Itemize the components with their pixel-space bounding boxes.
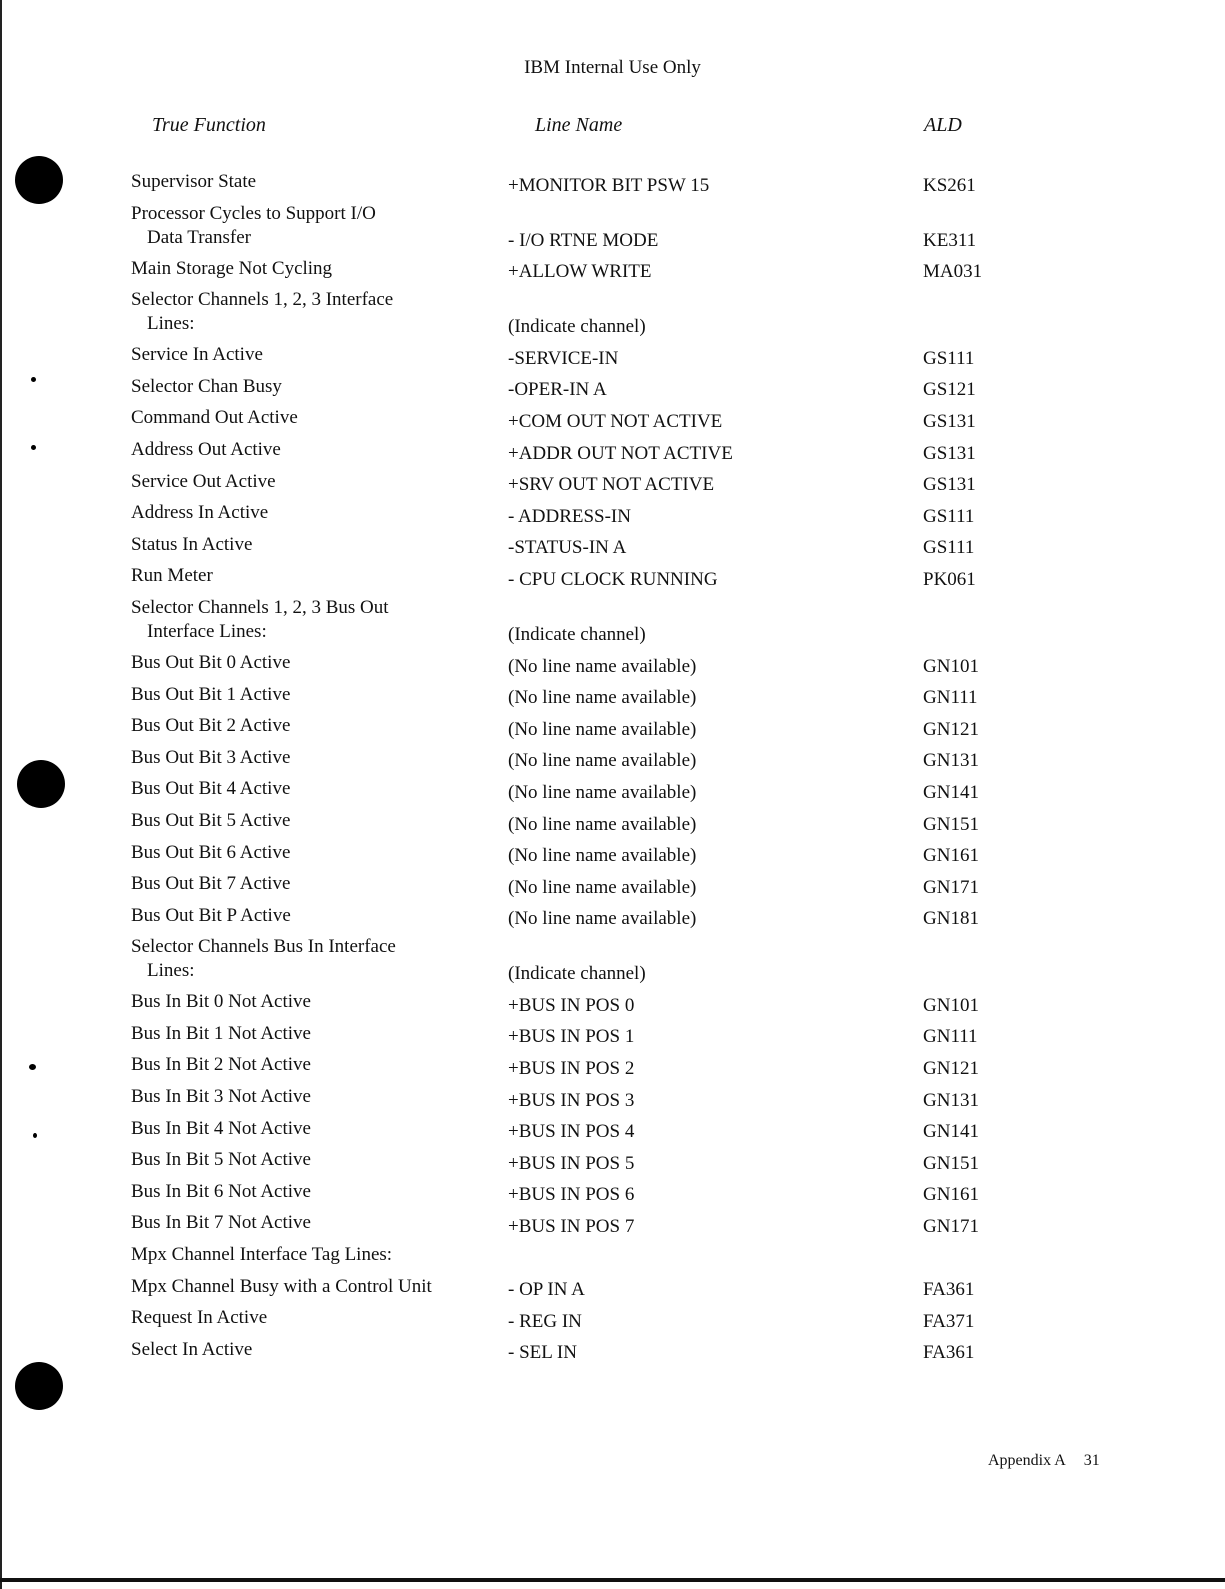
table-row bbox=[0, 1338, 1225, 1370]
ald-cell: GN181 bbox=[923, 908, 979, 930]
table-row bbox=[0, 438, 1225, 470]
true-function-cell bbox=[131, 990, 311, 1014]
table-row bbox=[0, 714, 1225, 746]
true-function-text: Address In Active bbox=[131, 502, 269, 524]
true-function-cell bbox=[131, 746, 290, 770]
table-row bbox=[0, 257, 1225, 289]
true-function-cell bbox=[131, 904, 291, 928]
table-row bbox=[0, 904, 1225, 936]
line-name-cell: +BUS IN POS 4 bbox=[508, 1121, 635, 1143]
ald-cell: GN121 bbox=[923, 718, 979, 740]
line-name-cell: +ALLOW WRITE bbox=[508, 261, 652, 283]
true-function-cell bbox=[131, 841, 290, 865]
ald-cell: GN131 bbox=[923, 750, 979, 772]
true-function-text: Bus In Bit 3 Not Active bbox=[131, 1086, 311, 1108]
table-row bbox=[0, 343, 1225, 375]
true-function-cell bbox=[131, 872, 290, 896]
table-row bbox=[0, 170, 1225, 202]
true-function-cell bbox=[131, 406, 298, 430]
table-row bbox=[0, 1211, 1225, 1243]
true-function-cell bbox=[131, 1306, 267, 1330]
true-function-text: Service Out Active bbox=[131, 470, 276, 492]
true-function-cell bbox=[131, 1180, 311, 1204]
line-name-cell: -SERVICE-IN bbox=[508, 347, 619, 369]
table-row bbox=[0, 777, 1225, 809]
line-name-cell: (No line name available) bbox=[508, 908, 697, 930]
true-function-text: Supervisor State bbox=[131, 171, 257, 192]
line-name-cell: (No line name available) bbox=[508, 845, 697, 867]
table-row bbox=[0, 841, 1225, 873]
bottom-edge-rule bbox=[0, 1578, 1225, 1582]
ald-cell: GN111 bbox=[923, 1026, 978, 1048]
true-function-text: Bus In Bit 1 Not Active bbox=[131, 1022, 311, 1044]
ald-cell: GS131 bbox=[923, 474, 976, 496]
ald-cell: GN161 bbox=[923, 845, 979, 867]
line-name-cell: +ADDR OUT NOT ACTIVE bbox=[508, 442, 733, 464]
true-function-text: Selector Channels 1, 2, 3 Bus Out bbox=[131, 596, 389, 618]
line-name-cell: (No line name available) bbox=[508, 876, 697, 898]
ald-cell: GN131 bbox=[923, 1089, 979, 1111]
true-function-text: Selector Chan Busy bbox=[131, 375, 282, 397]
true-function-text: Request In Active bbox=[131, 1307, 268, 1329]
line-name-cell: -OPER-IN A bbox=[508, 379, 607, 401]
ald-cell: GS111 bbox=[923, 537, 975, 559]
line-name-cell: +COM OUT NOT ACTIVE bbox=[508, 410, 723, 432]
table-row bbox=[0, 990, 1225, 1022]
table-row bbox=[0, 1053, 1225, 1085]
table-row bbox=[0, 651, 1225, 683]
line-name-cell: +BUS IN POS 3 bbox=[508, 1089, 635, 1111]
ald-cell: KS261 bbox=[923, 174, 976, 196]
ald-cell: GN151 bbox=[923, 1152, 979, 1174]
true-function-text: Bus In Bit 0 Not Active bbox=[131, 991, 311, 1013]
ald-cell: GN171 bbox=[923, 1216, 979, 1238]
line-name-cell: +SRV OUT NOT ACTIVE bbox=[508, 474, 715, 496]
ald-cell: GS121 bbox=[923, 379, 976, 401]
table-row bbox=[0, 1306, 1225, 1338]
line-name-cell: (No line name available) bbox=[508, 655, 697, 677]
true-function-text: Bus Out Bit 6 Active bbox=[131, 841, 291, 863]
true-function-cell bbox=[131, 651, 290, 675]
true-function-cell bbox=[131, 170, 256, 194]
true-function-text: Address Out Active bbox=[131, 438, 281, 460]
line-name-cell: +BUS IN POS 5 bbox=[508, 1152, 635, 1174]
ald-cell: GN111 bbox=[923, 687, 978, 709]
ald-cell: FA371 bbox=[923, 1310, 975, 1332]
line-name-cell: (No line name available) bbox=[508, 718, 697, 740]
ald-cell: GN101 bbox=[923, 655, 979, 677]
line-name-cell: (No line name available) bbox=[508, 781, 697, 803]
true-function-cell bbox=[131, 470, 276, 494]
true-function-text: Bus Out Bit 4 Active bbox=[131, 778, 291, 800]
true-function-text: Mpx Channel Interface Tag Lines: bbox=[131, 1244, 393, 1266]
line-name-cell: +BUS IN POS 0 bbox=[508, 994, 635, 1016]
true-function-text: Bus Out Bit 5 Active bbox=[131, 809, 291, 831]
table-row bbox=[0, 596, 1225, 651]
line-name-cell: - OP IN A bbox=[508, 1279, 585, 1301]
ald-cell: KE311 bbox=[923, 229, 977, 251]
true-function-cell bbox=[131, 1053, 311, 1077]
table-row bbox=[0, 406, 1225, 438]
page-header: IBM Internal Use Only bbox=[524, 57, 701, 78]
table-row bbox=[0, 683, 1225, 715]
line-name-cell: (Indicate channel) bbox=[508, 623, 646, 645]
line-name-cell: - CPU CLOCK RUNNING bbox=[508, 568, 718, 590]
true-function-cell bbox=[131, 438, 281, 462]
true-function-cell bbox=[131, 1275, 432, 1299]
true-function-cell bbox=[131, 1243, 392, 1267]
page-number: 31 bbox=[1083, 1452, 1100, 1469]
line-name-cell: - SEL IN bbox=[508, 1342, 577, 1364]
true-function-text: Command Out Active bbox=[131, 407, 298, 429]
line-name-cell: +BUS IN POS 2 bbox=[508, 1058, 635, 1080]
true-function-text: Status In Active bbox=[131, 533, 253, 555]
true-function-cell bbox=[131, 257, 332, 281]
true-function-text: Bus In Bit 7 Not Active bbox=[131, 1212, 311, 1234]
true-function-continuation: Lines: bbox=[147, 313, 195, 335]
true-function-cell bbox=[131, 1338, 252, 1362]
ald-cell: GN141 bbox=[923, 781, 979, 803]
true-function-continuation: Interface Lines: bbox=[147, 620, 267, 642]
column-header-true-function: True Function bbox=[152, 114, 266, 136]
true-function-cell bbox=[131, 343, 263, 367]
ald-cell: FA361 bbox=[923, 1342, 975, 1364]
true-function-text: Service In Active bbox=[131, 344, 263, 366]
line-name-cell: - REG IN bbox=[508, 1310, 582, 1332]
ald-cell: GS131 bbox=[923, 410, 976, 432]
true-function-cell bbox=[131, 1117, 311, 1141]
true-function-cell bbox=[131, 202, 376, 250]
line-name-cell: - I/O RTNE MODE bbox=[508, 229, 659, 251]
ald-cell: GS111 bbox=[923, 347, 975, 369]
true-function-text: Processor Cycles to Support I/O bbox=[131, 202, 376, 224]
table-row bbox=[0, 1117, 1225, 1149]
table-row bbox=[0, 501, 1225, 533]
table-row bbox=[0, 533, 1225, 565]
true-function-cell bbox=[131, 564, 213, 588]
true-function-text: Bus In Bit 2 Not Active bbox=[131, 1054, 311, 1076]
true-function-text: Bus Out Bit 3 Active bbox=[131, 746, 291, 768]
ald-cell: GN151 bbox=[923, 813, 979, 835]
table-row bbox=[0, 375, 1225, 407]
table-row bbox=[0, 809, 1225, 841]
column-header-ald: ALD bbox=[924, 114, 962, 136]
true-function-cell bbox=[131, 777, 290, 801]
function-table bbox=[0, 170, 1225, 1369]
true-function-cell bbox=[131, 375, 282, 399]
table-row bbox=[0, 470, 1225, 502]
table-row bbox=[0, 935, 1225, 990]
table-row bbox=[0, 1022, 1225, 1054]
ald-cell: GN101 bbox=[923, 994, 979, 1016]
table-row bbox=[0, 1148, 1225, 1180]
ald-cell: GS131 bbox=[923, 442, 976, 464]
table-row bbox=[0, 288, 1225, 343]
true-function-cell bbox=[131, 1085, 311, 1109]
true-function-cell bbox=[131, 288, 393, 336]
line-name-cell: (Indicate channel) bbox=[508, 316, 646, 338]
ald-cell: GN161 bbox=[923, 1184, 979, 1206]
table-row bbox=[0, 746, 1225, 778]
true-function-text: Select In Active bbox=[131, 1338, 253, 1360]
line-name-cell: +BUS IN POS 7 bbox=[508, 1216, 635, 1238]
true-function-continuation: Data Transfer bbox=[147, 226, 251, 248]
table-row bbox=[0, 202, 1225, 257]
footer-section: Appendix A bbox=[988, 1452, 1066, 1469]
true-function-cell bbox=[131, 501, 268, 525]
ald-cell: GN171 bbox=[923, 876, 979, 898]
true-function-cell bbox=[131, 1022, 311, 1046]
true-function-continuation: Lines: bbox=[147, 960, 195, 982]
column-header-line-name: Line Name bbox=[535, 114, 623, 136]
true-function-cell bbox=[131, 533, 252, 557]
true-function-cell bbox=[131, 596, 389, 644]
true-function-text: Bus Out Bit 7 Active bbox=[131, 873, 291, 895]
true-function-cell bbox=[131, 683, 290, 707]
table-row bbox=[0, 872, 1225, 904]
true-function-text: Bus In Bit 4 Not Active bbox=[131, 1117, 311, 1139]
line-name-cell: +MONITOR BIT PSW 15 bbox=[508, 174, 710, 196]
line-name-cell: +BUS IN POS 1 bbox=[508, 1026, 635, 1048]
ald-cell: MA031 bbox=[923, 261, 983, 283]
true-function-text: Bus Out Bit 1 Active bbox=[131, 683, 291, 705]
line-name-cell: (No line name available) bbox=[508, 687, 697, 709]
ald-cell: GN141 bbox=[923, 1121, 979, 1143]
true-function-text: Bus In Bit 5 Not Active bbox=[131, 1149, 311, 1171]
true-function-text: Selector Channels Bus In Interface bbox=[131, 936, 396, 958]
true-function-text: Bus Out Bit 0 Active bbox=[131, 651, 291, 673]
true-function-text: Run Meter bbox=[131, 565, 213, 587]
true-function-text: Bus Out Bit P Active bbox=[131, 904, 291, 926]
table-row bbox=[0, 1180, 1225, 1212]
true-function-text: Mpx Channel Busy with a Control Unit bbox=[131, 1275, 432, 1297]
true-function-cell bbox=[131, 1211, 311, 1235]
true-function-text: Selector Channels 1, 2, 3 Interface bbox=[131, 289, 394, 311]
line-name-cell: (Indicate channel) bbox=[508, 963, 646, 985]
true-function-cell bbox=[131, 809, 290, 833]
true-function-cell bbox=[131, 1148, 311, 1172]
ald-cell: GN121 bbox=[923, 1058, 979, 1080]
true-function-text: Main Storage Not Cycling bbox=[131, 257, 333, 279]
page-footer bbox=[988, 1452, 1100, 1470]
line-name-cell: -STATUS-IN A bbox=[508, 537, 627, 559]
line-name-cell: +BUS IN POS 6 bbox=[508, 1184, 635, 1206]
true-function-text: Bus In Bit 6 Not Active bbox=[131, 1180, 311, 1202]
true-function-cell bbox=[131, 714, 290, 738]
true-function-text: Bus Out Bit 2 Active bbox=[131, 715, 291, 737]
table-row bbox=[0, 564, 1225, 596]
line-name-cell: - ADDRESS-IN bbox=[508, 505, 631, 527]
ald-cell: FA361 bbox=[923, 1279, 975, 1301]
line-name-cell: (No line name available) bbox=[508, 813, 697, 835]
ald-cell: GS111 bbox=[923, 505, 975, 527]
true-function-cell bbox=[131, 935, 396, 983]
table-row bbox=[0, 1275, 1225, 1307]
line-name-cell: (No line name available) bbox=[508, 750, 697, 772]
table-row bbox=[0, 1085, 1225, 1117]
table-row bbox=[0, 1243, 1225, 1275]
ald-cell: PK061 bbox=[923, 568, 976, 590]
